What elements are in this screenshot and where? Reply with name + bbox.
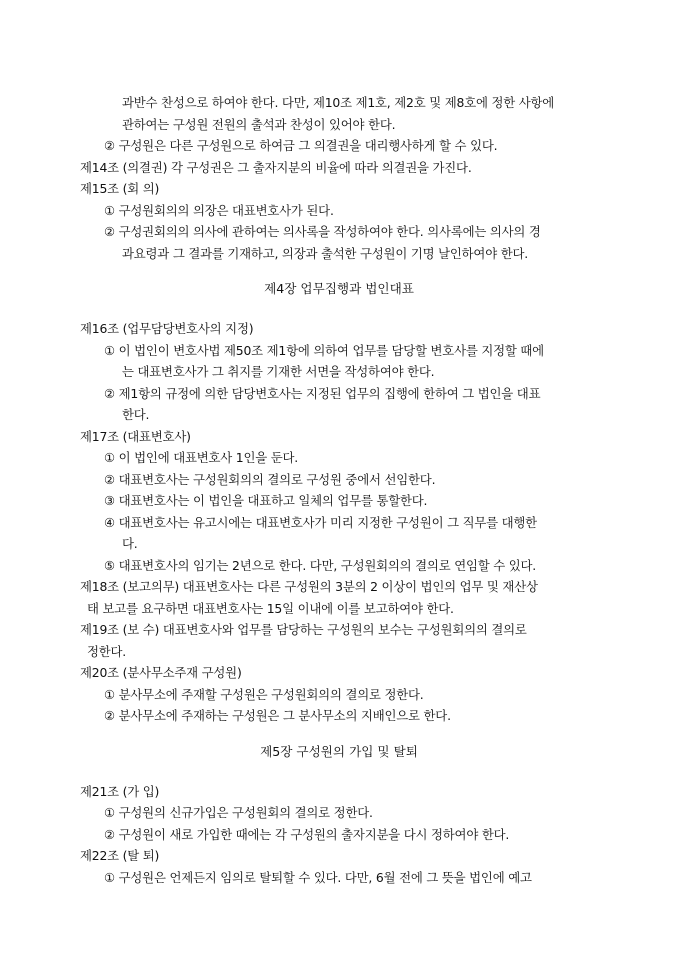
clause-item: ② 분사무소에 주재하는 구성원은 그 분사무소의 지배인으로 한다. [104, 708, 451, 723]
article-line: 제19조 (보 수) 대표변호사와 업무를 담당하는 구성원의 보수는 구성원회의의 결의로 [80, 622, 527, 637]
clause-item: ② 구성원은 다른 구성원으로 하여금 그 의결권을 대리행사하게 할 수 있다. [104, 138, 498, 153]
chapter-heading: 제4장 업무집행과 법인대표 [264, 281, 414, 296]
article-heading: 제15조 (회 의) [80, 181, 160, 196]
body-line: 태 보고를 요구하면 대표변호사는 15일 이내에 이를 보고하여야 한다. [87, 600, 454, 616]
article-line: 제18조 (보고의무) 대표변호사는 다른 구성원의 3분의 2 이상이 법인의 업무 및 재산상 [80, 579, 538, 594]
body-line: 한다. [122, 407, 150, 422]
clause-item: ① 분사무소에 주재할 구성원은 구성원회의의 결의로 정한다. [104, 686, 424, 702]
body-line: 관하여는 구성원 전원의 출석과 찬성이 있어야 한다. [122, 116, 396, 132]
clause-item: ① 구성원회의의 의장은 대표변호사가 된다. [104, 202, 334, 218]
clause-item: ⑤ 대표변호사의 임기는 2년으로 한다. 다만, 구성원회의의 결의로 연임할 수 있다. [104, 557, 537, 573]
clause-item: ② 제1항의 규정에 의한 담당변호사는 지정된 업무의 집행에 한하여 그 법인을 대표 [104, 385, 541, 401]
article-heading: 제17조 (대표변호사) [80, 428, 191, 444]
clause-item: ① 구성원은 언제든지 임의로 탈퇴할 수 있다. 다만, 6월 전에 그 뜻을 법인에 예고 [104, 869, 532, 885]
article-line: 제14조 (의결권) 각 구성권은 그 출자지분의 비율에 따라 의결권을 가진다. [80, 159, 472, 175]
body-line: 과반수 찬성으로 하여야 한다. 다만, 제10조 제1호, 제2호 및 제8호에 정한 사항에 [122, 95, 555, 110]
body-line: 다. [122, 536, 138, 551]
clause-item: ② 구성원이 새로 가입한 때에는 각 구성원의 출자지분을 다시 정하여야 한다. [104, 826, 510, 842]
clause-item: ② 대표변호사는 구성원회의의 결의로 구성원 중에서 선임한다. [104, 471, 436, 487]
chapter-heading: 제5장 구성원의 가입 및 탈퇴 [260, 743, 418, 759]
article-heading: 제20조 (분사무소주재 구성원) [80, 665, 242, 680]
clause-item: ① 구성원의 신규가입은 구성원회의 결의로 정한다. [104, 805, 373, 820]
article-heading: 제22조 (탈 퇴) [80, 848, 160, 863]
body-line: 정한다. [87, 643, 127, 659]
body-line: 과요령과 그 결과를 기재하고, 의장과 출석한 구성원이 기명 날인하여야 한다. [122, 245, 528, 261]
article-heading: 제21조 (가 입) [80, 783, 160, 799]
article-heading: 제16조 (업무담당변호사의 지정) [80, 321, 254, 336]
clause-item: ③ 대표변호사는 이 법인을 대표하고 일체의 업무를 통할한다. [104, 493, 428, 508]
body-line: 는 대표변호사가 그 취지를 기재한 서면을 작성하여야 한다. [122, 364, 435, 379]
clause-item: ② 구성권회의의 의사에 관하여는 의사록을 작성하여야 한다. 의사록에는 의사의 경 [104, 224, 541, 239]
clause-item: ④ 대표변호사는 유고시에는 대표변호사가 미리 지정한 구성원이 그 직무를 대행한 [104, 514, 537, 530]
clause-item: ① 이 법인에 대표변호사 1인을 둔다. [104, 450, 299, 465]
clause-item: ① 이 법인이 변호사법 제50조 제1항에 의하여 업무를 담당할 변호사를 지정할 때에 [104, 342, 544, 358]
